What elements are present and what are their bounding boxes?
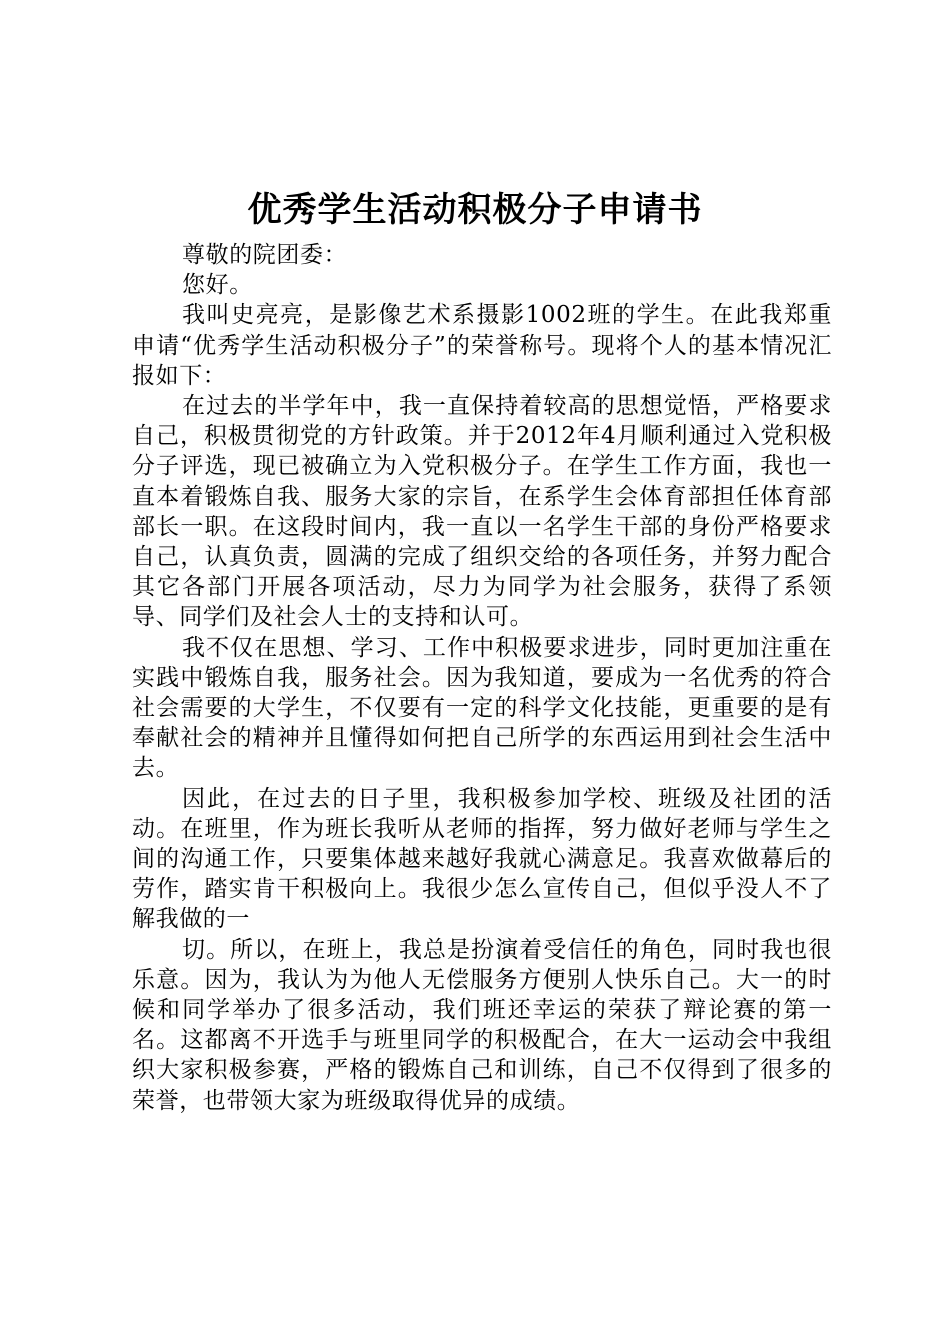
paragraph-intro: 我叫史亮亮，是影像艺术系摄影1002班的学生。在此我郑重申请“优秀学生活动积极分子”的荣誉称号。现将个人的基本情况汇报如下：	[132, 302, 832, 389]
paragraph-practice: 我不仅在思想、学习、工作中积极要求进步，同时更加注重在实践中锻炼自我，服务社会。因为我知道，要成为一名优秀的符合社会需要的大学生，不仅要有一定的科学文化技能，更重要的是有奉献社会的精神并且懂得如何把自己所学的东西运用到社会生活中去。	[132, 634, 832, 782]
greeting: 您好。	[182, 272, 253, 299]
paragraph-activities: 因此，在过去的日子里，我积极参加学校、班级及社团的活动。在班里，作为班长我听从老师的指挥，努力做好老师与学生之间的沟通工作，只要集体越来越好我就心满意足。我喜欢做幕后的劳作，踏实肯干积极向上。我很少怎么宣传自己，但似乎没人不了解我做的一	[132, 785, 832, 933]
document-body	[132, 240, 832, 1116]
document-title: 优秀学生活动积极分子申请书	[247, 190, 703, 230]
salutation: 尊敬的院团委：	[182, 242, 348, 268]
paragraph-class-role: 切。所以，在班上，我总是扮演着受信任的角色，同时我也很乐意。因为，我认为为他人无偿服务方便别人快乐自己。大一的时候和同学举办了很多活动，我们班还幸运的荣获了辩论赛的第一名。这都离不开选手与班里同学的积极配合，在大一运动会中我组织大家积极参赛，严格的锻炼自己和训练，自己不仅得到了很多的荣誉，也带领大家为班级取得优异的成绩。	[132, 936, 832, 1114]
paragraph-political-work: 在过去的半学年中，我一直保持着较高的思想觉悟，严格要求自己，积极贯彻党的方针政策。并于2012年4月顺利通过入党积极分子评选，现已被确立为入党积极分子。在学生工作方面，我也一直本着锻炼自我、服务大家的宗旨，在系学生会体育部担任体育部部长一职。在这段时间内，我一直以一名学生干部的身份严格要求自己，认真负责，圆满的完成了组织交给的各项任务，并努力配合其它各部门开展各项活动，尽力为同学为社会服务，获得了系领导、同学们及社会人士的支持和认可。	[132, 393, 832, 631]
